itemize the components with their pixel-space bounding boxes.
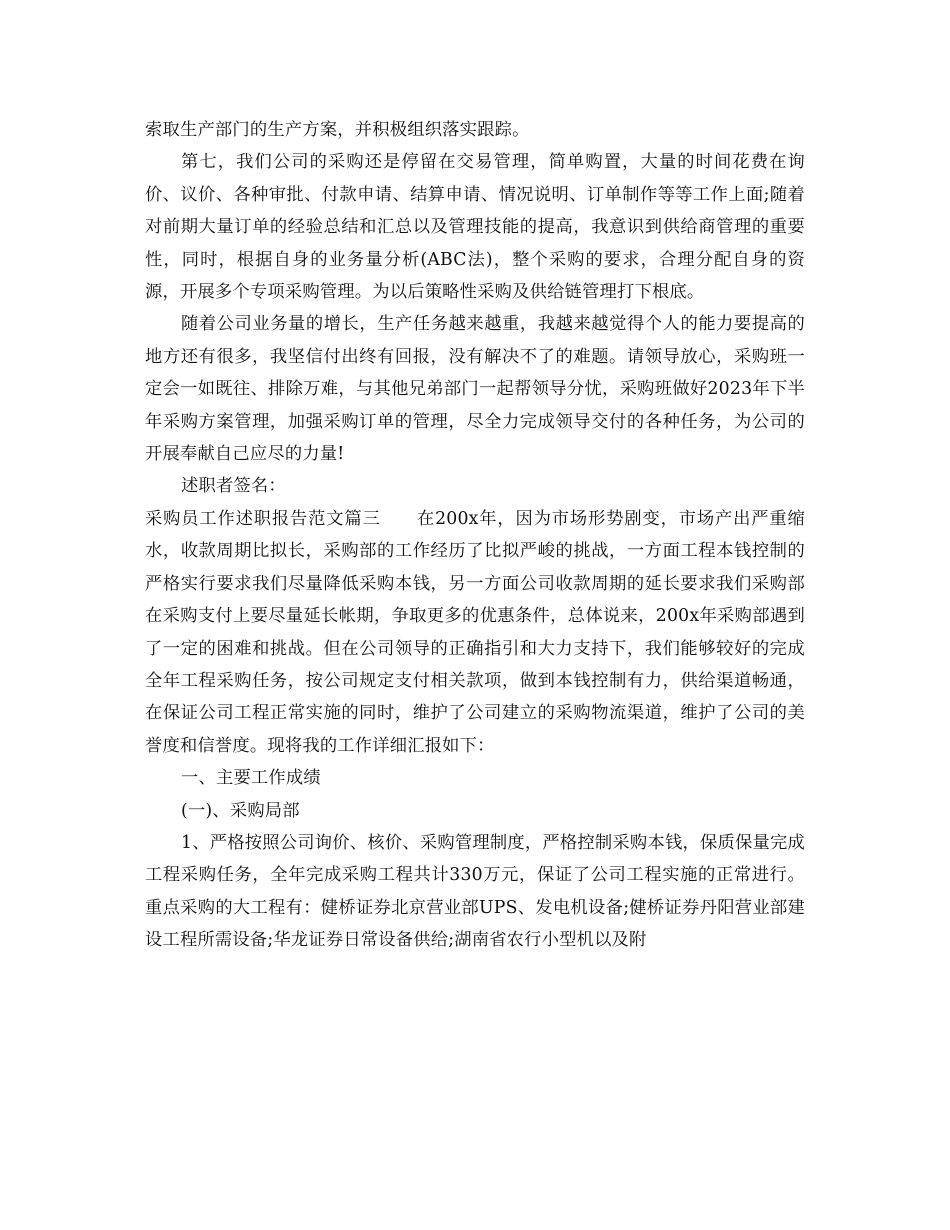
paragraph-seventh-point: 第七，我们公司的采购还是停留在交易管理，简单购置，大量的时间花费在询价、议价、各种审批、付款申请、结算申请、情况说明、订单制作等等工作上面;随着对前期大量订单的经验总结和汇总以及管理技能的提高，我意识到供给商管理的重要性，同时，根据自身的业务量分析(ABC法)，整个采购的要求，合理分配自身的资源，开展多个专项采购管理。为以后策略性采购及供给链管理打下根底。	[145, 152, 805, 303]
document-body	[145, 114, 805, 957]
signature-line: 述职者签名：	[181, 476, 286, 497]
paragraph-item-one: 1、严格按照公司询价、核价、采购管理制度，严格控制采购本钱，保质保量完成工程采购任务，全年完成采购工程共计330万元，保证了公司工程实施的正常进行。重点采购的大工程有：健桥证券北京营业部UPS、发电机设备;健桥证券丹阳营业部建设工程所需设备;华龙证券日常设备供给;湖南省农行小型机以及附	[145, 832, 805, 951]
paragraph-continuation: 索取生产部门的生产方案，并积极组织落实跟踪。	[145, 120, 530, 140]
paragraph-closing-statement: 随着公司业务量的增长，生产任务越来越重，我越来越觉得个人的能力要提高的地方还有很多，我坚信付出终有回报，没有解决不了的难题。请领导放心，采购班一定会一如既往、排除万难，与其他兄弟部门一起帮领导分忧，采购班做好2023年下半年采购方案管理，加强采购订单的管理，尽全力完成领导交付的各种任务，为公司的开展奉献自己应尽的力量!	[145, 314, 805, 465]
paragraph-report-three-intro: 采购员工作述职报告范文篇三 在200x年，因为市场形势剧变，市场产出严重缩水，收款周期比拟长，采购部的工作经历了比拟严峻的挑战，一方面工程本钱控制的严格实行要求我们尽量降低采购本钱，另一方面公司收款周期的延长要求我们采购部在采购支付上要尽量延长帐期，争取更多的优惠条件，总体说来，200x年采购部遇到了一定的困难和挑战。但在公司领导的正确指引和大力支持下，我们能够较好的完成全年工程采购任务，按公司规定支付相关款项，做到本钱控制有力，供给渠道畅通，在保证公司工程正常实施的同时，维护了公司建立的采购物流渠道，维护了公司的美誉度和信誉度。现将我的工作详细汇报如下：	[145, 508, 805, 756]
section-heading-main-achievements: 一、主要工作成绩	[181, 768, 321, 789]
subsection-heading-procurement: (一)、采购局部	[181, 800, 300, 821]
